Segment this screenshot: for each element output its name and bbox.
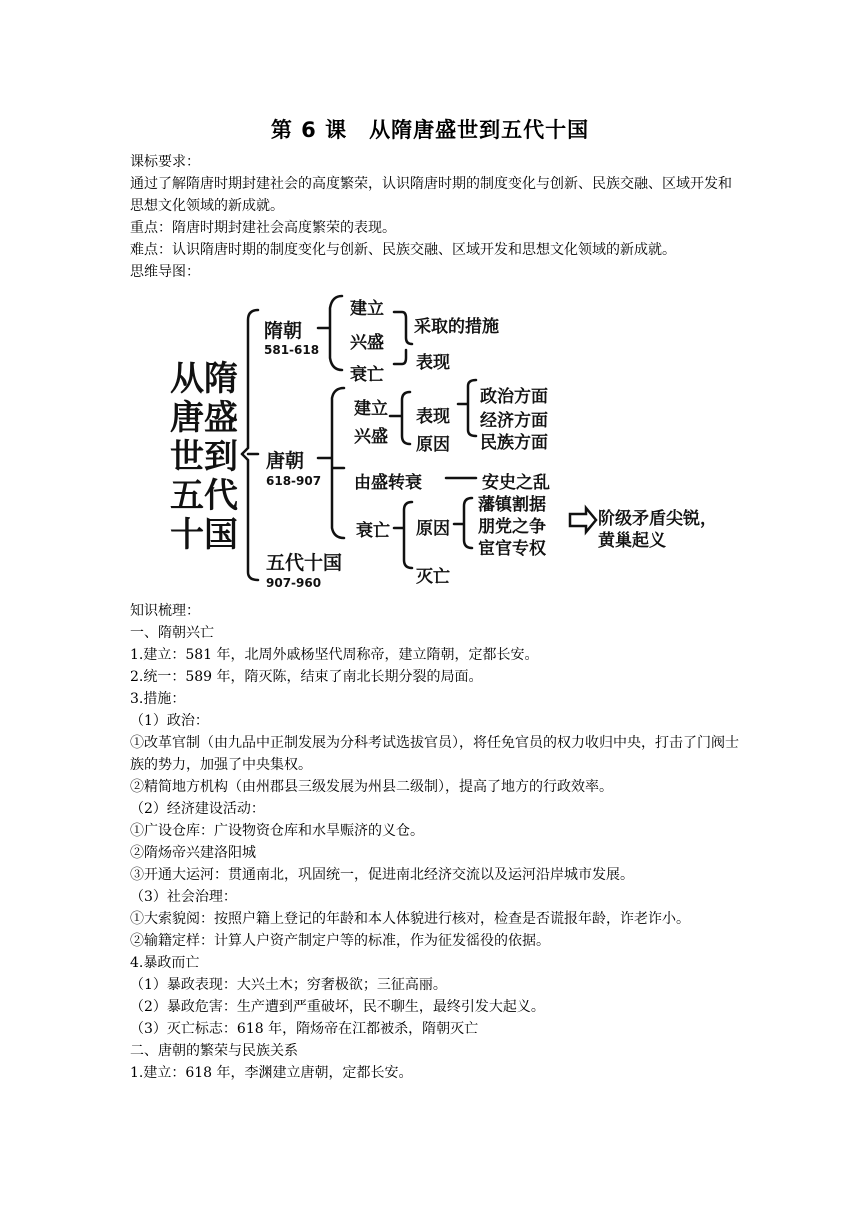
key-point: 重点：隋唐时期封建社会高度繁荣的表现。 [130, 220, 396, 236]
text-line: ②输籍定样：计算人户资产制定户等的标准，作为征发徭役的依据。 [130, 933, 550, 949]
text-line: 2.统一：589 年，隋灭陈，结束了南北长期分裂的局面。 [130, 669, 483, 685]
causes-brace [454, 498, 472, 548]
text-line: （1）暴政表现：大兴土木；穷奢极欲；三征高丽。 [130, 977, 447, 993]
tang-name: 唐朝 [266, 450, 305, 472]
text-line: ②隋炀帝兴建洛阳城 [130, 845, 256, 861]
decline-brace [394, 502, 412, 568]
text-line: ①改革官制（由九品中正制发展为分科考试选拔官员），将任免官员的权力收归中央，打击了门阀士族的势力，加强了中央集权。 [130, 735, 739, 773]
text-line: ③开通大运河：贯通南北，巩固统一，促进南北经济交流以及运河沿岸城市发展。 [130, 867, 634, 883]
decline-branch-cause: 原因 [416, 519, 450, 539]
root-line-4: 五代 [170, 476, 238, 516]
result-line-1: 阶级矛盾尖锐， [598, 509, 717, 529]
wudai-years: 907-960 [266, 576, 322, 590]
sui-brace [318, 296, 342, 370]
cause-fanzhen: 藩镇割据 [478, 495, 546, 515]
text-line: ①大索貌阅：按照户籍上登记的年龄和本人体貌进行核对，检查是否谎报年龄，诈老诈小。 [130, 911, 690, 927]
aspect-political: 政治方面 [480, 387, 548, 407]
root-line-3: 世到 [170, 437, 238, 477]
root-brace-upper [242, 310, 258, 454]
decline-branch-fall: 灭亡 [416, 567, 450, 587]
tang-turn-event: 安史之乱 [482, 473, 550, 493]
aspects-brace [458, 380, 476, 436]
aspect-ethnic: 民族方面 [480, 433, 548, 453]
sui-stage-brace [394, 312, 412, 364]
section-heading: 二、唐朝的繁荣与民族关系 [130, 1043, 298, 1059]
cause-pengdang: 朋党之争 [478, 517, 546, 537]
mindmap-label: 思维导图： [130, 264, 200, 280]
mind-map-root [170, 360, 238, 555]
sui-item-manifestation: 表现 [416, 353, 450, 373]
text-line: （2）经济建设活动： [130, 801, 265, 817]
mind-map [150, 288, 730, 600]
root-line-1: 从隋 [170, 359, 238, 399]
difficult-point: 难点：认识隋唐时期的制度变化与创新、民族交融、区域开发和思想文化领域的新成就。 [130, 242, 676, 258]
text-line: （2）暴政危害：生产遭到严重破坏，民不聊生，最终引发大起义。 [130, 999, 545, 1015]
wudai-name: 五代十国 [266, 552, 343, 574]
root-line-2: 唐盛 [170, 398, 238, 438]
text-line: （1）政治： [130, 713, 209, 729]
text-line: ②精简地方机构（由州郡县三级发展为州县二级制），提高了地方的行政效率。 [130, 779, 613, 795]
result-line-2: 黄巢起义 [598, 531, 666, 551]
tang-stage-founding: 建立 [354, 399, 388, 419]
sui-stage-prosperity: 兴盛 [350, 333, 384, 353]
text-line: ①广设仓库：广设物资仓库和水旱赈济的义仓。 [130, 823, 424, 839]
tang-years: 618-907 [266, 474, 322, 488]
sui-years: 581-618 [264, 343, 320, 357]
tang-decline: 衰亡 [356, 521, 390, 541]
text-line: 1.建立：618 年，李渊建立唐朝，定都长安。 [130, 1065, 413, 1081]
text-line: 1.建立：581 年，北周外戚杨坚代周称帝，建立隋朝，定都长安。 [130, 647, 539, 663]
tang-branch-manifestation: 表现 [416, 407, 450, 427]
text-line: 4.暴政而亡 [130, 955, 200, 971]
sui-stage-founding: 建立 [350, 299, 384, 319]
section-heading: 一、隋朝兴亡 [130, 625, 214, 641]
text-line: 3.措施： [130, 691, 186, 707]
lesson-title: 第 6 课 从隋唐盛世到五代十国 [270, 118, 590, 142]
tang-turn: 由盛转衰 [354, 473, 422, 493]
requirements-text: 通过了解隋唐时期封建社会的高度繁荣，认识隋唐时期的制度变化与创新、民族交融、区域开发和思想文化领域的新成就。 [130, 176, 732, 214]
root-line-5: 十国 [170, 515, 238, 555]
knowledge-label: 知识梳理： [130, 603, 200, 619]
tang-stage-brace [390, 392, 410, 444]
text-line: （3）灭亡标志：618 年，隋炀帝在江都被杀，隋朝灭亡 [130, 1021, 479, 1037]
result-arrow [570, 508, 596, 532]
tang-branch-cause: 原因 [416, 435, 450, 455]
text-line: （3）社会治理： [130, 889, 237, 905]
requirements-label: 课标要求： [130, 154, 200, 170]
sui-item-measures: 采取的措施 [414, 317, 499, 337]
tang-brace [318, 388, 344, 538]
sui-stage-decline: 衰亡 [350, 365, 384, 385]
root-brace-lower [242, 454, 258, 580]
aspect-economic: 经济方面 [480, 411, 548, 431]
tang-stage-prosperity: 兴盛 [354, 427, 388, 447]
sui-name: 隋朝 [264, 320, 303, 342]
cause-huanguan: 宦官专权 [478, 539, 546, 559]
